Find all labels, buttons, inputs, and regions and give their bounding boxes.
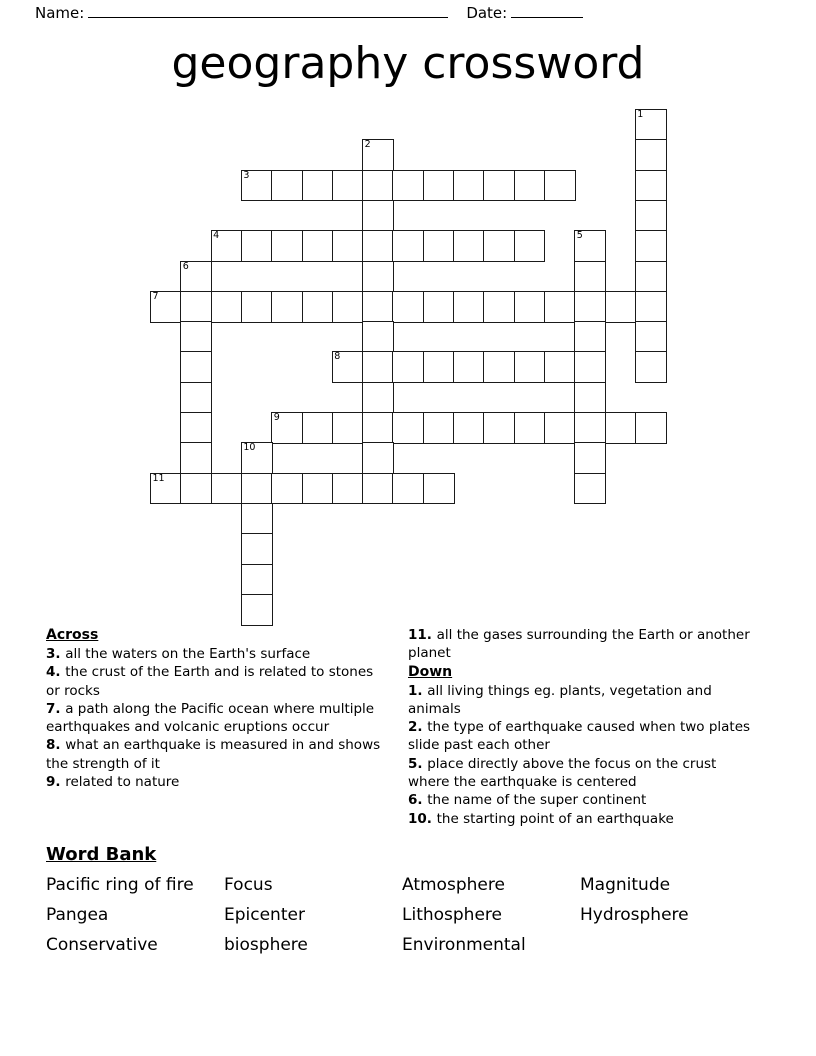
word-bank-grid xyxy=(46,875,776,955)
word-bank-word[interactable]: Epicenter xyxy=(224,905,305,925)
across-clue xyxy=(46,736,391,773)
crossword-cell-number: 1 xyxy=(637,109,644,120)
crossword-cell[interactable] xyxy=(514,412,546,444)
crossword-cell[interactable] xyxy=(635,321,667,353)
crossword-cell[interactable] xyxy=(362,321,394,353)
crossword-cell[interactable] xyxy=(362,382,394,414)
crossword-cell[interactable] xyxy=(332,230,364,262)
crossword-cell[interactable] xyxy=(392,230,424,262)
crossword-cell[interactable] xyxy=(362,473,394,505)
across-clue xyxy=(46,773,391,791)
down-clue xyxy=(408,718,758,755)
crossword-cell[interactable] xyxy=(150,291,182,323)
across-clue xyxy=(46,663,391,700)
crossword-cell[interactable] xyxy=(453,412,485,444)
clue-number: 10. xyxy=(408,810,437,827)
crossword-cell[interactable] xyxy=(241,503,273,535)
crossword-cell[interactable] xyxy=(211,473,243,505)
crossword-cell[interactable] xyxy=(635,200,667,232)
crossword-cell[interactable] xyxy=(483,351,515,383)
crossword-cell[interactable] xyxy=(362,351,394,383)
word-bank-word[interactable]: Hydrosphere xyxy=(580,905,689,925)
crossword-cell[interactable] xyxy=(574,321,606,353)
down-heading: Down xyxy=(408,663,453,680)
crossword-cell[interactable] xyxy=(635,230,667,262)
clue-text: all the gases surrounding the Earth or another planet xyxy=(408,627,750,662)
crossword-cell[interactable] xyxy=(180,351,212,383)
word-bank-word[interactable]: Atmosphere xyxy=(402,875,505,895)
crossword-cell[interactable] xyxy=(514,230,546,262)
crossword-cell[interactable] xyxy=(271,473,303,505)
clue-text: place directly above the focus on the crust where the earthquake is centered xyxy=(408,755,717,791)
crossword-cell[interactable] xyxy=(635,412,667,444)
crossword-cell[interactable] xyxy=(514,351,546,383)
crossword-cell[interactable] xyxy=(362,291,394,323)
clue-text: all the waters on the Earth's surface xyxy=(65,646,311,662)
crossword-cell[interactable] xyxy=(544,351,576,383)
crossword-cell[interactable] xyxy=(423,351,455,383)
crossword-cell[interactable] xyxy=(211,291,243,323)
crossword-cell[interactable] xyxy=(302,473,334,505)
crossword-cell[interactable] xyxy=(241,230,273,262)
crossword-cell[interactable] xyxy=(332,473,364,505)
down-clue xyxy=(408,682,758,719)
clue-number: 6. xyxy=(408,792,428,809)
crossword-cell[interactable] xyxy=(514,291,546,323)
crossword-cell[interactable] xyxy=(483,230,515,262)
down-clue xyxy=(408,810,758,828)
crossword-cell[interactable] xyxy=(544,170,576,202)
clues-column-right xyxy=(408,626,758,828)
crossword-cell-number: 4 xyxy=(213,230,220,242)
crossword-cell[interactable] xyxy=(332,351,364,383)
crossword-cell[interactable] xyxy=(211,230,243,262)
word-bank-word[interactable]: Pangea xyxy=(46,905,109,925)
crossword-cell[interactable] xyxy=(423,473,455,505)
crossword-cell[interactable] xyxy=(635,351,667,383)
crossword-cell[interactable] xyxy=(574,230,606,262)
crossword-cell[interactable] xyxy=(241,594,273,626)
crossword-cell[interactable] xyxy=(362,230,394,262)
clue-number: 3. xyxy=(46,646,66,662)
crossword-cell[interactable] xyxy=(362,170,394,202)
crossword-cell[interactable] xyxy=(514,170,546,202)
word-bank-word[interactable]: biosphere xyxy=(224,935,308,955)
crossword-cell[interactable] xyxy=(574,382,606,414)
word-bank-heading: Word Bank xyxy=(46,844,157,865)
crossword-cell[interactable] xyxy=(453,351,485,383)
crossword-cell[interactable] xyxy=(241,533,273,565)
crossword-cell[interactable] xyxy=(180,442,212,474)
crossword-cell[interactable] xyxy=(483,412,515,444)
crossword-cell[interactable] xyxy=(362,261,394,293)
down-clue xyxy=(408,755,758,792)
crossword-cell[interactable] xyxy=(271,170,303,202)
clue-text: the starting point of an earthquake xyxy=(436,810,674,827)
across-clue xyxy=(46,645,391,663)
clue-number: 2. xyxy=(408,719,428,736)
crossword-cell[interactable] xyxy=(302,412,334,444)
crossword-cell[interactable] xyxy=(574,473,606,505)
crossword-cell[interactable] xyxy=(574,442,606,474)
crossword-cell[interactable] xyxy=(271,291,303,323)
clue-text: related to nature xyxy=(65,774,180,791)
crossword-cell[interactable] xyxy=(362,200,394,232)
crossword-cell[interactable] xyxy=(180,382,212,414)
crossword-cell[interactable] xyxy=(392,351,424,383)
clue-text: the name of the super continent xyxy=(427,792,647,809)
clue-number: 7. xyxy=(46,700,66,717)
crossword-cell[interactable] xyxy=(605,291,637,323)
crossword-cell[interactable] xyxy=(574,351,606,383)
crossword-cell[interactable] xyxy=(453,170,485,202)
crossword-cell[interactable] xyxy=(362,139,394,171)
crossword-cell[interactable] xyxy=(180,291,212,323)
crossword-cell[interactable] xyxy=(392,412,424,444)
crossword-cell[interactable] xyxy=(635,170,667,202)
crossword-cell[interactable] xyxy=(635,261,667,293)
crossword-cell[interactable] xyxy=(392,291,424,323)
clue-number: 9. xyxy=(46,774,66,791)
word-bank-word[interactable]: Focus xyxy=(224,875,273,895)
crossword-cell[interactable] xyxy=(302,230,334,262)
clue-number: 8. xyxy=(46,737,66,754)
crossword-cell[interactable] xyxy=(180,261,212,293)
crossword-cell[interactable] xyxy=(241,291,273,323)
crossword-cell[interactable] xyxy=(180,321,212,353)
date-label: Date: xyxy=(466,4,508,22)
crossword-cell[interactable] xyxy=(453,291,485,323)
word-bank-section xyxy=(46,844,776,955)
crossword-cell[interactable] xyxy=(392,473,424,505)
crossword-cell[interactable] xyxy=(302,170,334,202)
crossword-cell[interactable] xyxy=(241,564,273,596)
word-bank-word[interactable]: Environmental xyxy=(402,935,526,955)
clue-text: what an earthquake is measured in and shows the strength of it xyxy=(46,737,381,772)
name-label: Name: xyxy=(35,4,85,22)
crossword-cell[interactable] xyxy=(241,473,273,505)
crossword-cell[interactable] xyxy=(271,230,303,262)
across-heading: Across xyxy=(46,627,99,643)
word-bank-word[interactable]: Pacific ring of fire xyxy=(46,875,194,895)
crossword-cell[interactable] xyxy=(423,291,455,323)
crossword-cell[interactable] xyxy=(150,473,182,505)
word-bank-word[interactable]: Lithosphere xyxy=(402,905,502,925)
word-bank-word[interactable]: Conservative xyxy=(46,935,158,955)
crossword-cell[interactable] xyxy=(241,170,273,202)
clues-section xyxy=(0,626,816,841)
crossword-cell-number: 11 xyxy=(152,472,165,484)
down-clue xyxy=(408,791,758,809)
crossword-cell[interactable] xyxy=(635,291,667,323)
clue-number: 11. xyxy=(408,627,437,643)
crossword-cell-number: 7 xyxy=(152,290,159,302)
clue-number: 4. xyxy=(46,664,66,681)
clues-column-left xyxy=(46,626,391,791)
crossword-cell[interactable] xyxy=(362,442,394,474)
clue-text: a path along the Pacific ocean where multiple earthquakes and volcanic eruptions occur xyxy=(46,700,375,736)
crossword-cell[interactable] xyxy=(332,170,364,202)
crossword-cell[interactable] xyxy=(423,412,455,444)
crossword-cell[interactable] xyxy=(574,261,606,293)
crossword-cell[interactable] xyxy=(392,170,424,202)
crossword-cell[interactable] xyxy=(271,412,303,444)
crossword-cell-number: 9 xyxy=(273,412,280,423)
crossword-cell[interactable] xyxy=(241,442,273,474)
crossword-cell[interactable] xyxy=(483,291,515,323)
crossword-cell[interactable] xyxy=(302,291,334,323)
crossword-cell[interactable] xyxy=(574,291,606,323)
clue-number: 1. xyxy=(408,682,428,699)
clue-text: the crust of the Earth and is related to stones or rocks xyxy=(46,664,374,699)
crossword-cell[interactable] xyxy=(423,230,455,262)
crossword-cell[interactable] xyxy=(635,109,667,141)
crossword-cell[interactable] xyxy=(180,412,212,444)
word-bank-word[interactable]: Magnitude xyxy=(580,875,671,895)
crossword-cell-number: 8 xyxy=(334,351,341,363)
crossword-cell-number: 10 xyxy=(243,442,256,454)
crossword-cell[interactable] xyxy=(332,291,364,323)
crossword-cell[interactable] xyxy=(332,412,364,444)
clue-number: 5. xyxy=(408,755,428,772)
crossword-cell-number: 3 xyxy=(243,169,250,181)
crossword-cell[interactable] xyxy=(635,139,667,171)
crossword-cell[interactable] xyxy=(423,170,455,202)
crossword-cell-number: 2 xyxy=(364,139,371,151)
crossword-cell[interactable] xyxy=(180,473,212,505)
crossword-cell[interactable] xyxy=(362,412,394,444)
across-clue xyxy=(408,626,758,663)
clue-text: the type of earthquake caused when two plates slide past each other xyxy=(408,719,751,754)
crossword-cell[interactable] xyxy=(453,230,485,262)
across-clue xyxy=(46,700,391,737)
crossword-cell[interactable] xyxy=(605,412,637,444)
crossword-cell[interactable] xyxy=(544,412,576,444)
clue-text: all living things eg. plants, vegetation and animals xyxy=(408,682,712,717)
crossword-cell[interactable] xyxy=(574,412,606,444)
page-title: geography crossword xyxy=(171,38,645,89)
crossword-cell[interactable] xyxy=(544,291,576,323)
crossword-cell-number: 6 xyxy=(182,260,189,272)
crossword-cell[interactable] xyxy=(483,170,515,202)
crossword-cell-number: 5 xyxy=(576,230,583,242)
